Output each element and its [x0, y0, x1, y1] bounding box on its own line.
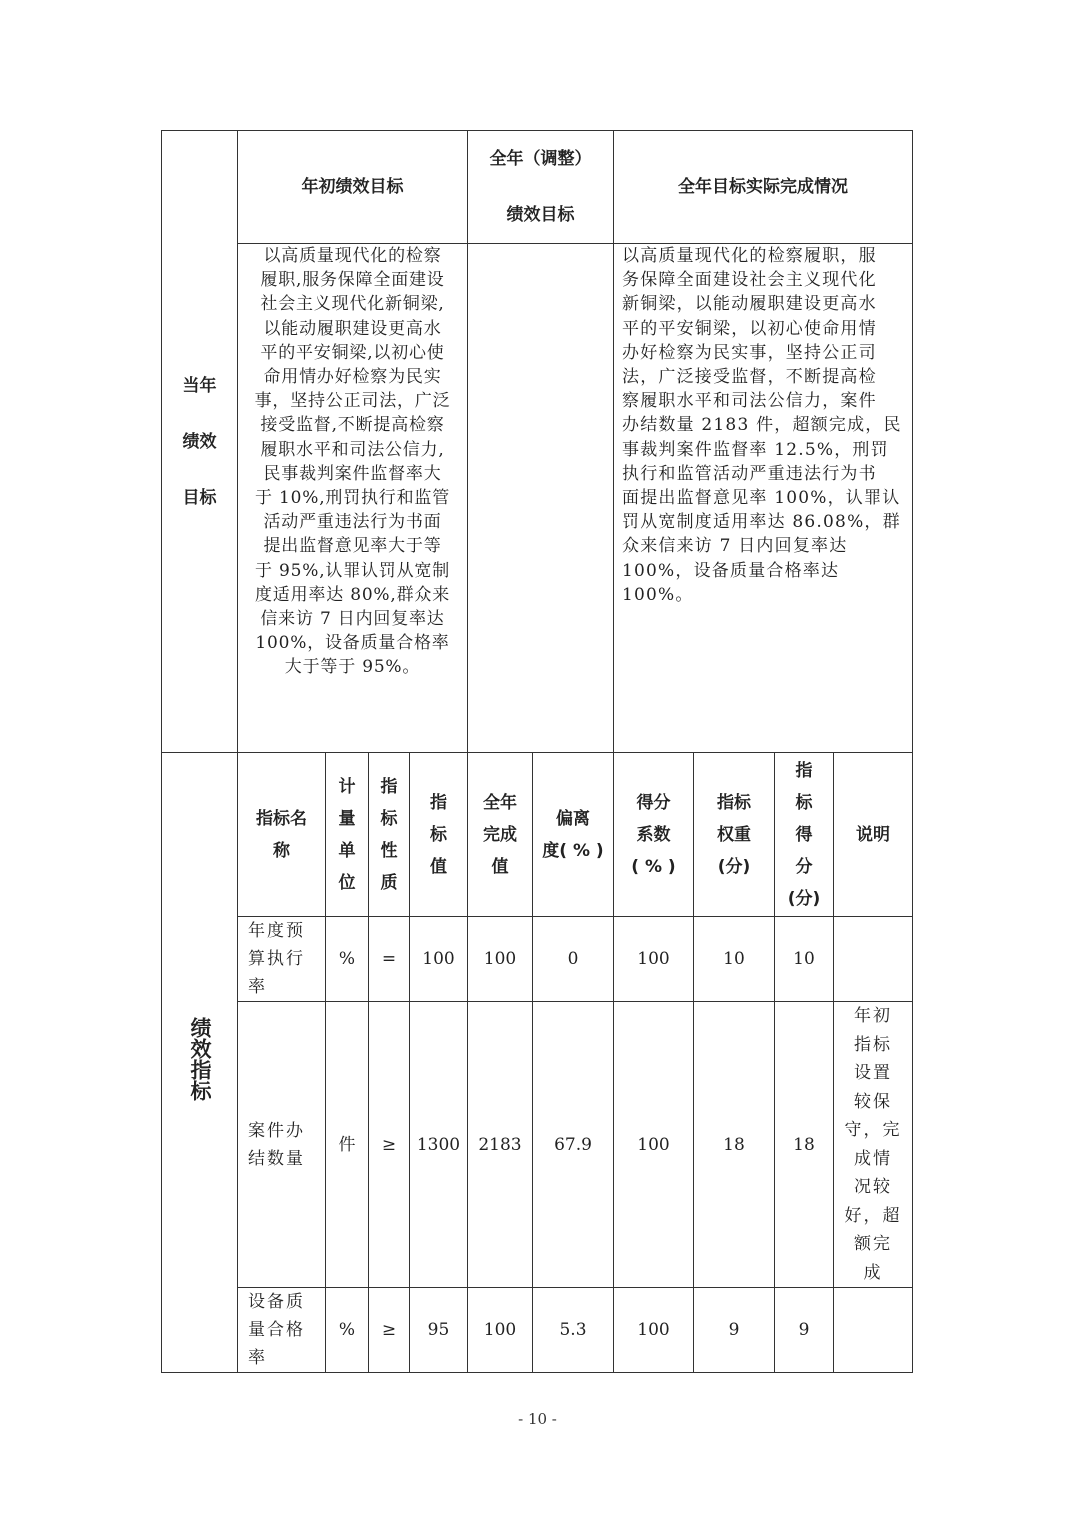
text-line: 结数量: [248, 1148, 305, 1169]
text-line: 事裁判案件监督率 12.5%，刑罚: [622, 439, 889, 460]
indicator-weight: 9: [694, 1288, 775, 1373]
indicator-row: [162, 1002, 913, 1288]
col-header-note: [834, 753, 913, 917]
indicator-note: [834, 1288, 913, 1373]
text-line: 法，广泛接受监督，不断提高检: [622, 367, 877, 388]
header-line: 性: [380, 840, 398, 861]
header-line: 指: [430, 792, 447, 813]
text-line: 况较: [854, 1177, 892, 1197]
header-line: 标: [430, 824, 447, 845]
text-line: 算执行: [248, 949, 305, 969]
text-line: 命用情办好检察为民实: [263, 367, 442, 388]
text-line: 履职,服务保障全面建设: [260, 270, 445, 291]
goals-header-row: [162, 131, 913, 244]
adjusted-goal-text: [468, 244, 614, 753]
header-line: 质: [380, 872, 398, 893]
indicator-weight: 18: [694, 1002, 775, 1288]
indicator-note: [834, 917, 913, 1002]
header-line: 位: [338, 872, 356, 893]
text-line: 提出监督意见率大于等: [263, 536, 442, 557]
indicator-row: [162, 917, 913, 1002]
initial-goal-lines: [246, 244, 459, 680]
header-line: 得: [795, 824, 813, 845]
header-line: 量: [338, 808, 356, 829]
indicator-score: 9: [775, 1288, 834, 1373]
text-line: 以能动履职建设更高水: [263, 318, 442, 339]
text-line: 设置: [854, 1063, 892, 1083]
text-line: 度适用率达 80%,群众来: [255, 584, 450, 605]
indicator-target: 100: [410, 917, 468, 1002]
text-line: 于 10%,刑罚执行和监管: [255, 488, 450, 509]
text-line: 指标: [854, 1034, 892, 1055]
text-line: 额完: [854, 1234, 892, 1254]
header-line: 单: [338, 840, 356, 861]
header-line: 度( % ): [542, 840, 604, 861]
text-line: 率: [248, 977, 267, 997]
indicator-nature: ≥: [369, 1002, 410, 1288]
header-line: 偏离: [556, 808, 590, 829]
text-line: 大于等于 95%。: [284, 657, 421, 678]
header-line: 值: [430, 856, 447, 877]
header-line: 得分: [636, 792, 671, 813]
indicator-actual: 100: [468, 1288, 533, 1373]
text-line: 守，完: [844, 1120, 902, 1140]
header-line: (分): [717, 856, 751, 877]
indicator-deviation: 0: [533, 917, 614, 1002]
header-line: 称: [273, 840, 290, 861]
text-line: 较保: [854, 1091, 892, 1112]
header-line: 说明: [856, 824, 890, 845]
indicator-coefficient: 100: [614, 917, 694, 1002]
label-line: 当年: [182, 375, 217, 396]
col-header-deviation: [533, 753, 614, 917]
header-line: 指标名: [256, 808, 307, 829]
text-line: 以高质量现代化的检察: [263, 246, 442, 266]
col-header-name: [238, 753, 326, 917]
header-line: 标: [380, 808, 398, 829]
indicator-target: 1300: [410, 1002, 468, 1288]
header-line: 权重: [717, 824, 751, 845]
text-line: 办好检察为民实事，坚持公正司: [622, 342, 877, 363]
text-line: 信来访 7 日内回复率达: [260, 609, 445, 630]
actual-completion-text: [614, 244, 913, 753]
header-line: 全年: [483, 792, 517, 813]
performance-table: [161, 130, 913, 1373]
text-line: 罚从宽制度适用率达 86.08%，群: [622, 512, 901, 533]
header-line: 指: [380, 776, 398, 797]
header-line: ( % ): [631, 856, 676, 877]
header-line: 值: [491, 856, 509, 877]
initial-goal-text: [238, 244, 468, 753]
adjusted-goal-header: [468, 131, 614, 244]
text-line: 接受监督,不断提高检察: [260, 415, 445, 436]
text-line: 新铜梁，以能动履职建设更高水: [622, 294, 877, 315]
indicator-actual: 2183: [468, 1002, 533, 1288]
current-year-goals-label: [162, 131, 238, 753]
header-line: 系数: [636, 824, 671, 845]
page-number: - 10 -: [518, 1410, 557, 1428]
indicator-unit: %: [326, 1288, 369, 1373]
col-header-weight: [694, 753, 775, 917]
indicators-header-row: [162, 753, 913, 917]
indicator-name: [238, 1288, 326, 1373]
text-line: 履职水平和司法公信力,: [260, 439, 445, 460]
indicator-coefficient: 100: [614, 1002, 694, 1288]
header-line: 分: [795, 856, 813, 877]
actual-completion-lines: [622, 244, 904, 607]
indicator-nature: ≥: [369, 1288, 410, 1373]
text-line: 务保障全面建设社会主义现代化: [622, 270, 877, 291]
text-line: 设备质: [248, 1292, 305, 1312]
indicator-nature: =: [369, 917, 410, 1002]
indicator-note: [834, 1002, 913, 1288]
text-line: 众来信来访 7 日内回复率达: [622, 536, 848, 557]
initial-goal-header: 年初绩效目标: [238, 131, 468, 244]
col-header-unit: [326, 753, 369, 917]
text-line: 社会主义现代化新铜梁,: [260, 294, 445, 315]
text-line: 察履职水平和司法公信力，案件: [622, 391, 877, 412]
indicator-score: 10: [775, 917, 834, 1002]
col-header-coefficient: [614, 753, 694, 917]
header-line: 指标: [717, 792, 751, 813]
col-header-nature: [369, 753, 410, 917]
text-line: 100%，设备质量合格率达 100%。: [622, 560, 840, 605]
performance-indicators-label: [162, 753, 238, 1373]
col-header-target: [410, 753, 468, 917]
label-line: 目标: [182, 487, 217, 508]
text-line: 于 95%,认罪认罚从宽制: [255, 560, 450, 581]
performance-indicators-label-text: 绩效指标: [188, 1017, 212, 1101]
header-line: 计: [338, 776, 356, 797]
text-line: 平的平安铜梁，以初心使命用情: [622, 318, 877, 339]
label-line: 绩效: [182, 431, 217, 452]
header-line: 标: [795, 792, 813, 813]
adjusted-goal-header-line1: 全年（调整）: [489, 149, 592, 169]
text-line: 民事裁判案件监督率大: [263, 463, 442, 484]
text-line: 成: [863, 1262, 883, 1283]
indicator-coefficient: 100: [614, 1288, 694, 1373]
text-line: 以高质量现代化的检察履职，服: [622, 246, 877, 266]
indicator-unit: 件: [326, 1002, 369, 1288]
header-line: (分): [787, 888, 821, 909]
indicator-name: [238, 1002, 326, 1288]
indicator-deviation: 67.9: [533, 1002, 614, 1288]
text-line: 事，坚持公正司法，广泛: [254, 391, 451, 412]
header-line: 完成: [483, 824, 517, 845]
text-line: 成情: [854, 1148, 892, 1169]
col-header-actual: [468, 753, 533, 917]
indicator-target: 95: [410, 1288, 468, 1373]
text-line: 100%，设备质量合格率: [255, 633, 450, 654]
goals-content-row: [162, 244, 913, 753]
text-line: 执行和监管活动严重违法行为书: [622, 463, 877, 484]
text-line: 年初: [854, 1006, 892, 1026]
indicator-weight: 10: [694, 917, 775, 1002]
text-line: 面提出监督意见率 100%，认罪认: [622, 488, 901, 509]
actual-completion-header: 全年目标实际完成情况: [614, 131, 913, 244]
indicator-row: [162, 1288, 913, 1373]
indicator-deviation: 5.3: [533, 1288, 614, 1373]
header-line: 指: [795, 760, 813, 781]
col-header-score: [775, 753, 834, 917]
indicator-score: 18: [775, 1002, 834, 1288]
text-line: 率: [248, 1348, 267, 1368]
indicator-unit: %: [326, 917, 369, 1002]
text-line: 活动严重违法行为书面: [263, 512, 442, 533]
adjusted-goal-header-line2: 绩效目标: [506, 205, 575, 225]
text-line: 量合格: [248, 1320, 305, 1340]
indicator-name: [238, 917, 326, 1002]
indicator-actual: 100: [468, 917, 533, 1002]
text-line: 年度预: [248, 921, 305, 941]
text-line: 好，超: [844, 1205, 902, 1226]
text-line: 平的平安铜梁,以初心使: [260, 342, 445, 363]
text-line: 办结数量 2183 件，超额完成，民: [622, 415, 902, 436]
text-line: 案件办: [248, 1120, 305, 1141]
